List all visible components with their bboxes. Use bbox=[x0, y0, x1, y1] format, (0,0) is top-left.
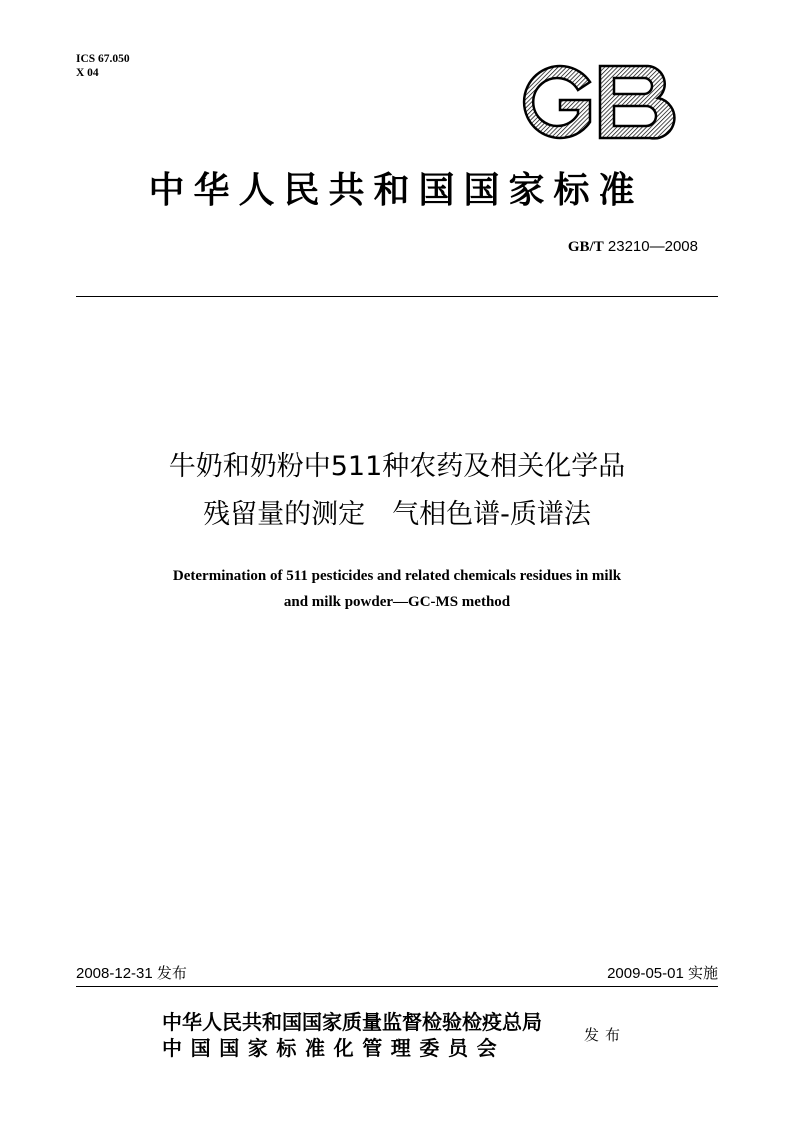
gb-logo bbox=[516, 62, 676, 142]
gb-logo-icon bbox=[516, 62, 676, 142]
classification-codes bbox=[76, 52, 130, 80]
ics-code: ICS 67.050 bbox=[76, 53, 130, 65]
header-divider bbox=[76, 296, 718, 297]
issuer-sac: 中国国家标准化管理委员会 bbox=[162, 1036, 506, 1060]
implement-date: 2009-05-01 实施 bbox=[607, 965, 718, 982]
standard-number-value: 23210—2008 bbox=[607, 238, 698, 255]
standard-number bbox=[568, 238, 698, 256]
title-en-line1: Determination of 511 pesticides and related chemicals residues in milk bbox=[172, 568, 622, 584]
title-en-line2: and milk powder—GC-MS method bbox=[283, 594, 511, 610]
issue-date: 2008-12-31 发布 bbox=[76, 965, 187, 982]
footer-divider bbox=[76, 986, 718, 987]
title-cn-line2: 残留量的测定 气相色谱-质谱法 bbox=[203, 499, 591, 530]
publish-label: 发布 bbox=[584, 1026, 627, 1044]
org-title: 中华人民共和国国家标准 bbox=[148, 169, 644, 211]
standard-prefix: GB/T bbox=[567, 239, 604, 255]
issuer-aqsiq: 中华人民共和国国家质量监督检验检疫总局 bbox=[162, 1010, 542, 1034]
ccs-code: X 04 bbox=[76, 67, 99, 79]
title-cn-line1: 牛奶和奶粉中511种农药及相关化学品 bbox=[168, 451, 626, 482]
